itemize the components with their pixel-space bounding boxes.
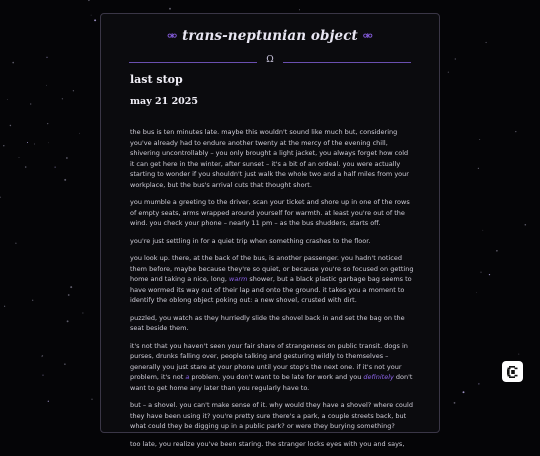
orbit-symbol-icon: ⚮	[362, 29, 373, 43]
emphasis-text: warm	[229, 275, 248, 283]
moon-icon	[506, 365, 520, 379]
star	[486, 42, 487, 43]
star	[15, 243, 16, 244]
star	[62, 98, 63, 99]
star	[455, 58, 456, 59]
orbit-symbol-icon: ⚮	[167, 29, 178, 43]
star	[480, 272, 481, 273]
emphasis-text: a	[185, 373, 190, 381]
post-paragraph	[130, 236, 414, 247]
paragraph-text: it's not that you haven't seen your fair share of strangeness on public transit. dogs in purses, drunks falling over, people talking and gesturing wildly to themselves – generally you just stare at your phone until your stop's the next one. if it's not your problem, it's not	[130, 341, 408, 381]
star	[19, 157, 20, 158]
post-paragraph	[130, 439, 414, 450]
star	[12, 62, 14, 64]
star	[70, 286, 72, 288]
star	[64, 363, 66, 365]
star	[0, 197, 1, 198]
star	[66, 157, 68, 159]
star	[64, 179, 66, 181]
star	[454, 402, 456, 404]
paragraph-text: you mumble a greeting to the driver, scan your ticket and shore up in one of the rows of empty seats, arms wrapped around yourself for warmth. at least you're out of the wind. you check your phone – nearly 11 pm – as the bus shudders, starts off.	[130, 198, 410, 227]
star	[42, 355, 43, 356]
star	[515, 131, 516, 132]
star	[32, 300, 33, 301]
paragraph-text: the bus is ten minutes late. maybe this wouldn't sound like much but, considering you've already had to endure another twenty at the mercy of the evening chill, shivering uncontrollably – you only brought a light jacket, you always forget how cold it can get here in the winter, after sunset – it's a bit of an ordeal. you were actually starting to wonder if you shouldn't just walk the whole two and a half miles from your workplace, but the bus's arrival cuts that thought short.	[130, 128, 409, 189]
emphasis-text: definitely	[363, 373, 394, 381]
post-paragraph	[130, 197, 414, 229]
star	[10, 125, 11, 126]
post-title: last stop	[130, 73, 183, 86]
star	[476, 292, 477, 293]
star	[478, 168, 479, 169]
paragraph-text: you look up. there, at the back of the bus, is another passenger. you hadn't noticed them before, maybe because they're so quiet, or because you're so focused on getting home and taking a nice, long,	[130, 254, 414, 283]
star	[25, 166, 27, 168]
star	[478, 383, 479, 384]
paragraph-text: you're just settling in for a quiet trip when something crashes to the floor.	[130, 236, 371, 245]
star	[27, 142, 28, 143]
star	[67, 320, 69, 322]
post-paragraph	[130, 127, 414, 190]
omega-icon: Ω	[266, 55, 274, 65]
star	[91, 15, 92, 16]
star	[46, 57, 47, 58]
star	[463, 391, 465, 393]
star	[41, 356, 42, 357]
star	[299, 9, 300, 10]
star	[91, 399, 92, 400]
star	[48, 142, 49, 143]
star	[94, 19, 96, 21]
star	[4, 306, 5, 307]
post-paragraph	[130, 253, 414, 306]
star	[489, 274, 490, 275]
paragraph-text: too late, you realize you've been staring. the stranger locks eyes with you and says,	[130, 439, 405, 448]
divider-line-left	[129, 62, 257, 63]
star	[55, 167, 56, 168]
star	[73, 90, 74, 91]
post-paragraph	[130, 313, 414, 334]
header-divider	[129, 57, 411, 69]
main-card	[100, 13, 440, 448]
star	[43, 375, 44, 376]
star	[448, 72, 449, 73]
star	[48, 401, 49, 402]
paragraph-text: puzzled, you watch as they hurriedly slide the shovel back in and set the bag on the seat beside them.	[130, 313, 405, 332]
site-title	[101, 28, 439, 44]
star	[525, 224, 527, 226]
star	[88, 0, 89, 1]
star	[68, 294, 70, 296]
star	[3, 145, 4, 146]
post-paragraph	[130, 341, 414, 394]
paragraph-text: but – a shovel. you can't make sense of it. why would they have a shovel? where could they have been using it? you're pretty sure there's a park, a couple streets back, but what could they be digging up in a public park? or were they burying something?	[130, 401, 413, 430]
star	[82, 312, 83, 313]
star	[169, 8, 171, 10]
star	[47, 123, 48, 124]
star	[79, 133, 80, 134]
post-paragraph	[130, 400, 414, 432]
paragraph-text: don't want to get home any later than you regularly have to.	[130, 373, 413, 392]
star	[46, 85, 47, 86]
star	[34, 144, 35, 145]
theme-toggle-button[interactable]	[502, 361, 523, 382]
post-body	[130, 127, 414, 456]
paragraph-text: problem. you don't want to be late for work and you	[189, 373, 364, 381]
site-title-text[interactable]: trans-neptunian object	[182, 28, 358, 44]
divider-line-right	[283, 62, 411, 63]
star	[518, 354, 519, 355]
post-date: may 21 2025	[130, 96, 199, 107]
star	[479, 139, 480, 140]
star	[30, 103, 31, 104]
paragraph-text: shower, but a black plastic garbage bag seems to have wormed its way out of their lap and onto the ground. it takes you a moment to identify the oblong object poking out: a new shovel, crusted with dirt.	[130, 275, 412, 304]
star	[496, 250, 498, 252]
star	[482, 230, 483, 231]
star	[7, 99, 8, 100]
